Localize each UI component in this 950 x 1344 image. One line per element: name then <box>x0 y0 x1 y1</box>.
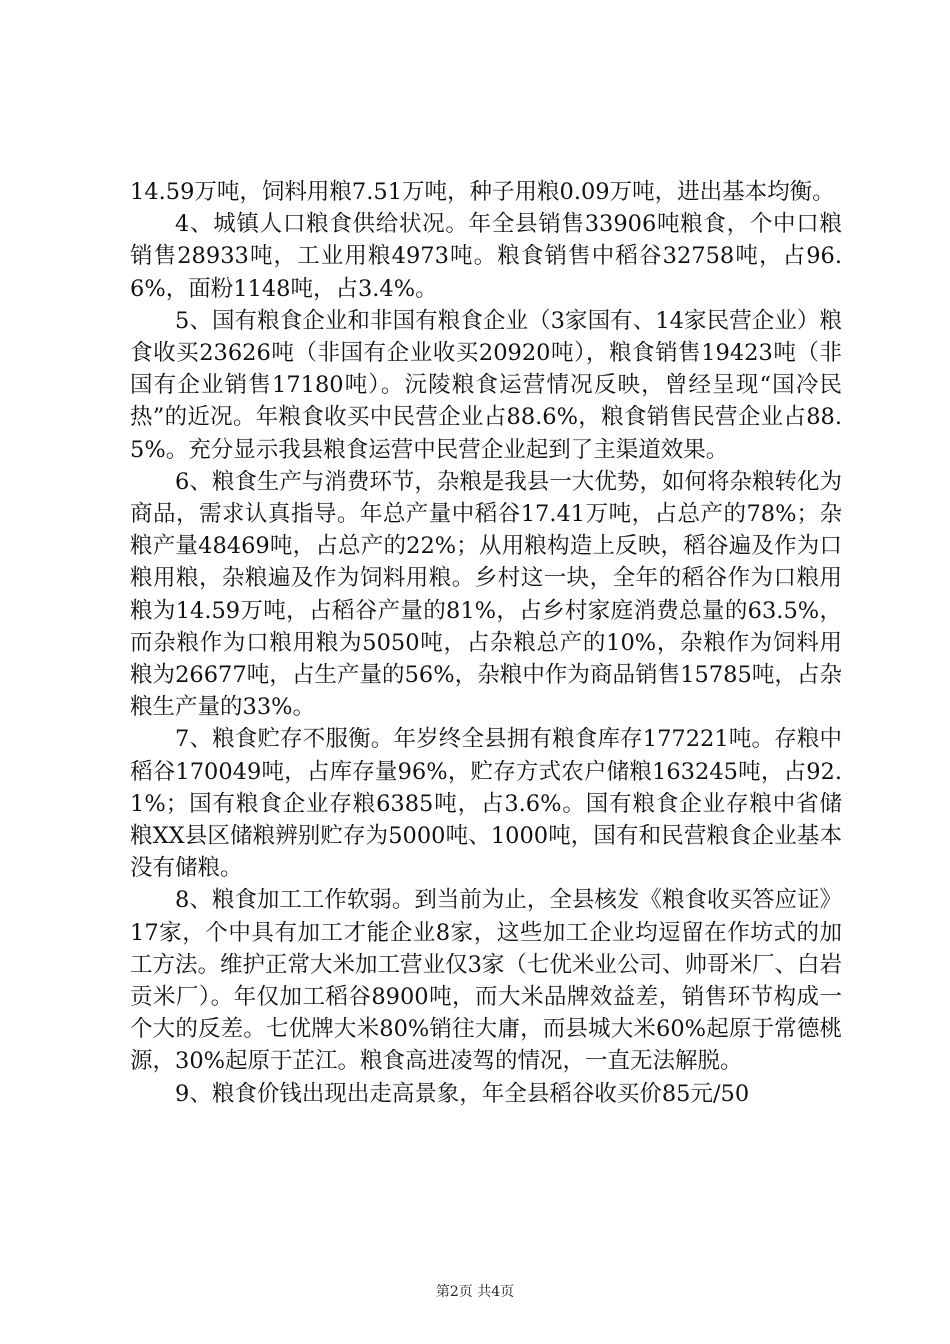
paragraph-state-private-enterprises: 5、国有粮食企业和非国有粮食企业（3家国有、14家民营企业）粮食收买23626吨（非国有企业收买20920吨），粮食销售19423吨（非国有企业销售17180吨）。沅陵粮食运营情况反映，曾经呈现“国冷民热”的近况。年粮食收买中民营企业占88.6%，粮食销售民营企业占88.5%。充分显示我县粮食运营中民营企业起到了主渠道效果。 <box>130 307 842 463</box>
paragraph-grain-price: 9、粮食价钱出现出走高景象，年全县稻谷收买价85元/50 <box>175 1080 750 1107</box>
paragraph-grain-storage: 7、粮食贮存不服衡。年岁终全县拥有粮食库存177221吨。存粮中稻谷170049吨，占库存量96%，贮存方式农户储粮163245吨，占92.1%；国有粮食企业存粮6385吨，占3.6%。国有粮食企业存粮中省储粮XX县区储粮辨别贮存为5000吨、1000吨，国有和民营粮食企业基本没有储粮。 <box>130 726 842 882</box>
paragraph-production-consumption: 6、粮食生产与消费环节，杂粮是我县一大优势，如何将杂粮转化为商品，需求认真指导。年总产量中稻谷17.41万吨，占总产的78%；杂粮产量48469吨，占总产的22%；从用粮构造上反映，稻谷遍及作为口粮用粮，杂粮遍及作为饲料用粮。乡村这一块，全年的稻谷作为口粮用粮为14.59万吨，占稻谷产量的81%，占乡村家庭消费总量的63.5%，而杂粮作为口粮用粮为5050吨，占杂粮总产的10%，杂粮作为饲料用粮为26677吨，占生产量的56%，杂粮中作为商品销售15785吨，占杂粮生产量的33%。 <box>130 468 842 721</box>
paragraph-continuation: 14.59万吨，饲料用粮7.51万吨，种子用粮0.09万吨，进出基本均衡。 <box>130 179 835 205</box>
page-number-footer: 第2页 共4页 <box>435 1284 515 1300</box>
paragraph-grain-processing: 8、粮食加工工作软弱。到当前为止，全县核发《粮食收买答应证》17家，个中具有加工才能企业8家，这些加工企业均逗留在作坊式的加工方法。维护正常大米加工营业仅3家（七优米业公司、帅哥米厂、白岩贡米厂）。年仅加工稻谷8900吨，而大米品牌效益差，销售环节构成一个大的反差。七优牌大米80%销往大庸，而县城大米60%起原于常德桃源，30%起原于芷江。粮食高进凌驾的情况，一直无法解脱。 <box>130 887 842 1075</box>
document-body <box>130 176 842 1110</box>
paragraph-urban-grain-supply: 4、城镇人口粮食供给状况。年全县销售33906吨粮食，个中口粮销售28933吨，工业用粮4973吨。粮食销售中稻谷32758吨，占96.6%，面粉1148吨，占3.4%。 <box>130 211 842 302</box>
